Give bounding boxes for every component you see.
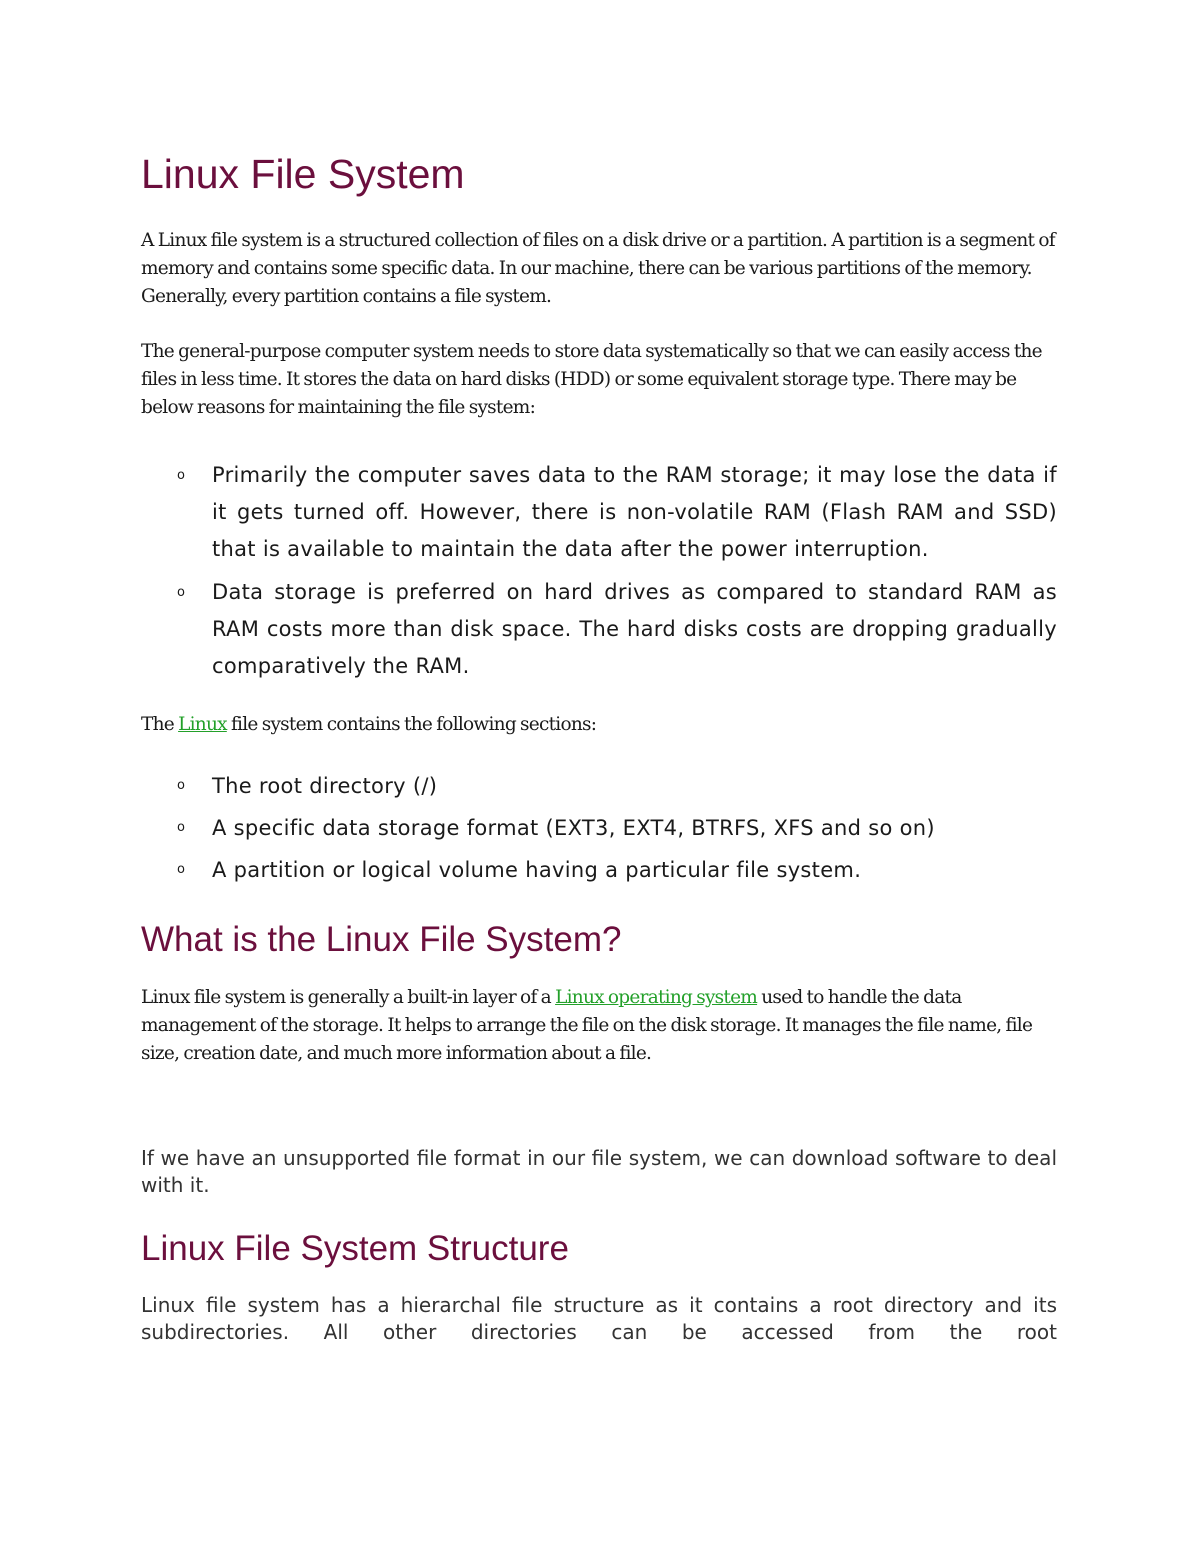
list-item: [141, 574, 1057, 685]
unsupported-format-paragraph: If we have an unsupported file format in our file system, we can download software to deal with it.: [141, 1146, 1057, 1197]
what-is-after: used to handle the data management of the storage. It helps to arrange the file on the disk storage. It manages the file name, file size, creation date, and much more information about a file.: [141, 987, 1033, 1064]
page-title: Linux File System: [141, 151, 465, 197]
sections-intro-before: The: [141, 714, 179, 735]
structure-paragraph: Linux file system has a hierarchal file structure as it contains a root directory and its subdirectories. All other directories can be accessed from the root: [141, 1293, 1057, 1344]
circle-bullet-icon: o: [177, 862, 186, 877]
reason-text: Data storage is preferred on hard drives as compared to standard RAM as RAM costs more than disk space. The hard disks costs are dropping gradually comparatively the RAM.: [212, 580, 1057, 678]
list-item: [141, 765, 1057, 807]
list-item: [141, 849, 1057, 891]
sections-intro-after: file system contains the following sections:: [226, 714, 597, 735]
sections-list: [141, 765, 1057, 891]
list-item: [141, 807, 1057, 849]
intro-paragraph-1: A Linux file system is a structured collection of files on a disk drive or a partition. A partition is a segment of memory and contains some specific data. In our machine, there can be various partitions of the memory. Generally, every partition contains a file system.: [141, 230, 1055, 307]
section-text: A specific data storage format (EXT3, EXT4, BTRFS, XFS and so on): [212, 816, 935, 840]
reasons-list: [141, 457, 1057, 685]
circle-bullet-icon: o: [177, 820, 186, 835]
section-text: A partition or logical volume having a particular file system.: [212, 858, 862, 882]
what-is-before: Linux file system is generally a built-in layer of a: [141, 987, 556, 1008]
circle-bullet-icon: o: [177, 778, 186, 793]
section-text: The root directory (/): [212, 774, 438, 798]
linux-operating-system-link[interactable]: Linux operating system: [555, 987, 758, 1008]
intro-paragraph-2: The general-purpose computer system needs to store data systematically so that we can easily access the files in less time. It stores the data on hard disks (HDD) or some equivalent storage type. There may be below reasons for maintaining the file system:: [141, 341, 1042, 418]
what-is-paragraph: [141, 984, 1057, 1068]
linux-link[interactable]: Linux: [178, 714, 227, 735]
sections-intro-paragraph: [141, 711, 1057, 739]
heading-what-is: What is the Linux File System?: [141, 920, 622, 959]
document-page: [141, 150, 1057, 1346]
circle-bullet-icon: o: [177, 585, 186, 600]
circle-bullet-icon: o: [177, 468, 186, 483]
heading-structure: Linux File System Structure: [141, 1229, 569, 1268]
list-item: [141, 457, 1057, 568]
reason-text: Primarily the computer saves data to the RAM storage; it may lose the data if it gets turned off. However, there is non-volatile RAM (Flash RAM and SSD) that is available to maintain the data after the power interruption.: [212, 463, 1057, 561]
